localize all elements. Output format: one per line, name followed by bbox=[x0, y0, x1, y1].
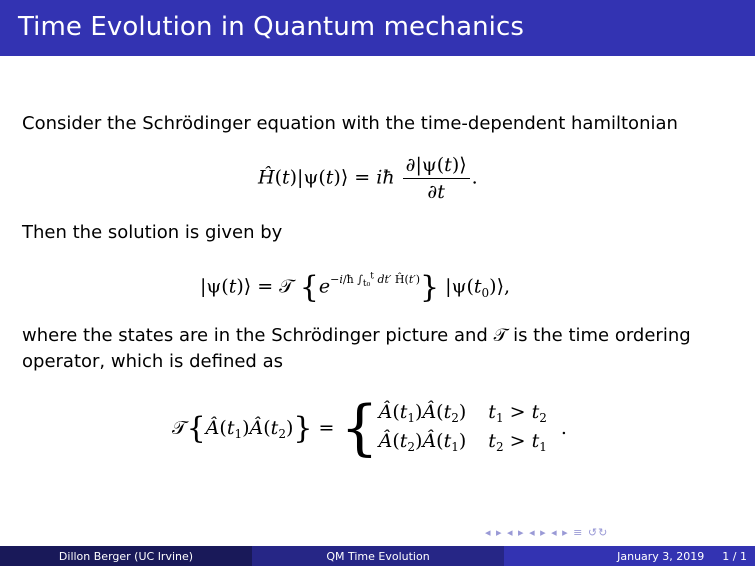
schrodinger-equation: Ĥ(t)|ψ(t)⟩ = iħ $\frac{\partial|\psi(t)⟩}{\partial t}$ . bbox=[258, 154, 478, 203]
date-text: January 3, 2019 bbox=[617, 549, 705, 563]
short-title-text: QM Time Evolution bbox=[326, 549, 430, 563]
title-bar bbox=[0, 0, 755, 56]
footer-author bbox=[0, 546, 252, 566]
paragraph-ordering-1: where the states are in the Schrödinger picture and 𝒯 is the time ordering bbox=[22, 325, 691, 346]
author-text: Dillon Berger (UC Irvine) bbox=[58, 549, 194, 563]
footer bbox=[0, 546, 755, 566]
navigation-symbols[interactable]: ◂ ▸ ◂ ▸ ◂ ▸ ◂ ▸ ≡ ↺↻ bbox=[485, 526, 609, 539]
paragraph-solution: Then the solution is given by bbox=[22, 222, 283, 243]
footer-info bbox=[504, 546, 755, 566]
paragraph-ordering-2: operator, which is defined as bbox=[22, 351, 283, 372]
solution-equation: |ψ(t)⟩ = 𝒯 $\{e^{-i/ħ \int_{t_0}^t dt' Ĥ(t')}\}$ $|\psi(t_0)⟩$, bbox=[200, 269, 511, 305]
slide-title: Time Evolution in Quantum mechanics bbox=[18, 12, 525, 42]
paragraph-intro: Consider the Schrödinger equation with the time-dependent hamiltonian bbox=[22, 113, 678, 134]
time-ordering-definition: 𝒯 { $Â(t_1)Â(t_2)$ } = { $Â(t_1)Â(t_2)$ $t_1 > t_2$ $Â(t_2)Â(t_1)$ $t_2 > t_1$ . bbox=[172, 393, 567, 463]
footer-title bbox=[252, 546, 504, 566]
page-number: 1 / 1 bbox=[722, 549, 747, 563]
beamer-navigation[interactable] bbox=[485, 526, 608, 539]
